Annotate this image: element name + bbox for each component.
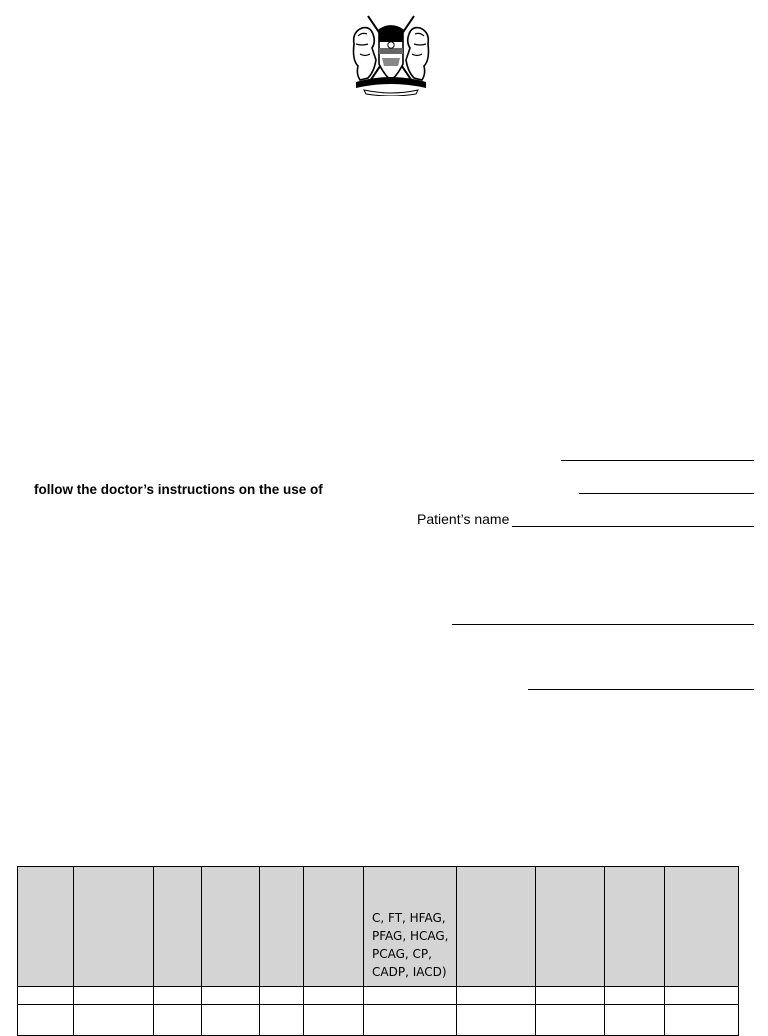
header-cell — [260, 867, 304, 987]
table-row — [18, 1005, 739, 1036]
table-cell[interactable] — [18, 987, 74, 1005]
table-cell[interactable] — [605, 1005, 665, 1036]
signature-line-2[interactable] — [452, 624, 754, 625]
table-cell[interactable] — [202, 1005, 260, 1036]
header-cell — [74, 867, 154, 987]
table-cell[interactable] — [364, 987, 457, 1005]
patient-name-label: Patient’s name — [417, 511, 510, 527]
header-codes-text: C, FT, HFAG, PFAG, HCAG, PCAG, CP, CADP, IACD) — [372, 910, 449, 979]
table-cell[interactable] — [154, 987, 202, 1005]
table-row — [18, 987, 739, 1005]
instruction-text: follow the doctor’s instructions on the use of — [34, 482, 323, 497]
header-cell — [457, 867, 536, 987]
table-cell[interactable] — [364, 1005, 457, 1036]
medication-line[interactable] — [579, 493, 754, 494]
table-cell[interactable] — [74, 987, 154, 1005]
header-cell — [304, 867, 364, 987]
table-cell[interactable] — [260, 987, 304, 1005]
table-cell[interactable] — [457, 1005, 536, 1036]
header-cell — [154, 867, 202, 987]
records-table — [17, 866, 739, 1036]
patient-name-field[interactable] — [512, 526, 754, 527]
header-cell — [536, 867, 605, 987]
table-cell[interactable] — [18, 1005, 74, 1036]
header-cell — [605, 867, 665, 987]
table-cell[interactable] — [665, 1005, 739, 1036]
table-cell[interactable] — [154, 1005, 202, 1036]
table-cell[interactable] — [665, 987, 739, 1005]
table-header-row — [18, 867, 739, 987]
table-cell[interactable] — [74, 1005, 154, 1036]
header-cell-codes — [364, 867, 457, 987]
table-cell[interactable] — [457, 987, 536, 1005]
table-cell[interactable] — [260, 1005, 304, 1036]
header-cell — [18, 867, 74, 987]
table-cell[interactable] — [202, 987, 260, 1005]
table-cell[interactable] — [304, 1005, 364, 1036]
table-cell[interactable] — [536, 1005, 605, 1036]
table-cell[interactable] — [536, 987, 605, 1005]
table-cell[interactable] — [304, 987, 364, 1005]
coat-of-arms-icon — [346, 14, 436, 96]
date-line[interactable] — [528, 689, 754, 690]
table-cell[interactable] — [605, 987, 665, 1005]
header-cell — [665, 867, 739, 987]
header-cell — [202, 867, 260, 987]
signature-line-1[interactable] — [561, 460, 754, 461]
